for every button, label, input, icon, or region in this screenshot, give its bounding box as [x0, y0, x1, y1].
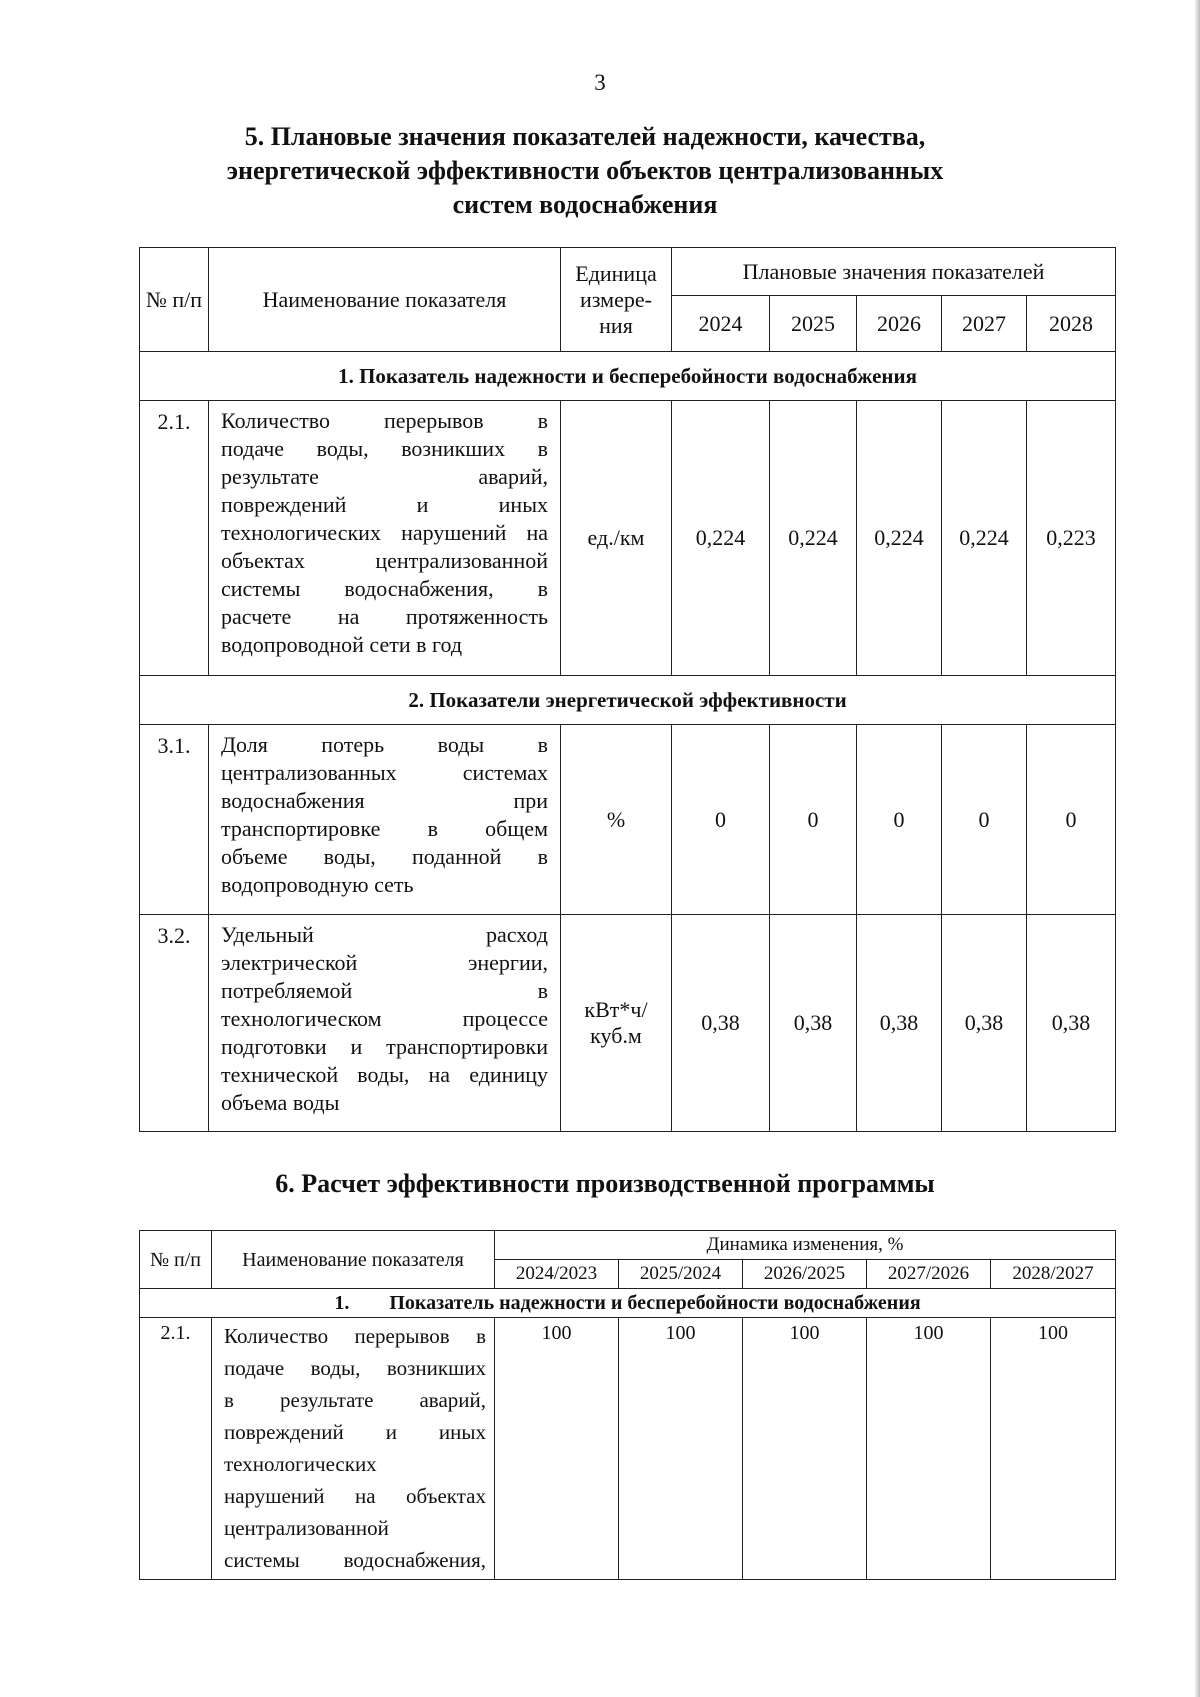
indicator-name [209, 725, 561, 915]
row-number: 3.1. [140, 725, 209, 915]
unit-cell: ед./км [561, 401, 672, 676]
indicator-line: транспортировке в общем [221, 816, 548, 841]
header-period: 2025/2024 [619, 1260, 743, 1289]
unit-cell: кВт*ч/ куб.м [561, 915, 672, 1132]
header-year: 2028 [1027, 296, 1116, 352]
header-indicator-name: Наименование показателя [212, 1231, 495, 1289]
indicator-line: расчете на протяженность [221, 604, 548, 629]
value-cell: 100 [867, 1318, 991, 1580]
header-period: 2024/2023 [495, 1260, 619, 1289]
header-year: 2027 [942, 296, 1027, 352]
indicator-line: Количество перерывов в [221, 408, 548, 433]
indicator-name [212, 1318, 495, 1580]
header-dynamics: Динамика изменения, % [495, 1231, 1116, 1260]
value-cell: 0 [942, 725, 1027, 915]
indicator-line: водопроводную сеть [221, 872, 414, 897]
indicator-line: системы водоснабжения, в [221, 576, 548, 601]
group-heading: 1. Показатель надежности и бесперебойности водоснабжения [140, 1289, 1116, 1318]
value-cell: 0,38 [672, 915, 770, 1132]
section-6-title: 6. Расчет эффективности производственной программы [275, 1169, 935, 1198]
value-cell: 0,224 [770, 401, 857, 676]
value-cell: 0 [672, 725, 770, 915]
indicator-line: технологических нарушений на [221, 520, 548, 545]
value-cell: 100 [991, 1318, 1116, 1580]
header-period: 2027/2026 [867, 1260, 991, 1289]
value-cell: 100 [743, 1318, 867, 1580]
header-year: 2025 [770, 296, 857, 352]
indicator-line: результате аварий, [221, 464, 548, 489]
value-cell: 0,224 [672, 401, 770, 676]
group-heading: 1. Показатель надежности и бесперебойности водоснабжения [140, 352, 1116, 401]
indicator-line: повреждений и иных [221, 492, 548, 517]
indicator-line: Доля потерь воды в [221, 732, 548, 757]
row-number: 2.1. [140, 1318, 212, 1580]
indicator-line: подаче воды, возникших в [221, 436, 548, 461]
row-number: 2.1. [140, 401, 209, 676]
indicator-line: технической воды, на единицу [221, 1062, 548, 1087]
indicator-line: централизованных системах [221, 760, 548, 785]
header-indicator-name: Наименование показателя [209, 248, 561, 352]
section-5-title-line: систем водоснабжения [452, 190, 718, 219]
indicator-line: потребляемой в [221, 978, 548, 1003]
indicator-line: подготовки и транспортировки [221, 1034, 548, 1059]
indicator-line: объеме воды, поданной в [221, 844, 548, 869]
value-cell: 100 [495, 1318, 619, 1580]
section-5-title-line: энергетической эффективности объектов централизованных [226, 156, 944, 185]
indicator-name [209, 915, 561, 1132]
indicator-line: повреждений и иных [224, 1420, 486, 1444]
plan-values-table [139, 247, 1116, 1132]
header-period: 2026/2025 [743, 1260, 867, 1289]
efficiency-table [139, 1230, 1116, 1580]
indicator-line: водоснабжения при [221, 788, 548, 813]
indicator-line: объектах централизованной [221, 548, 548, 573]
page-edge-shadow [1194, 0, 1200, 1697]
indicator-line: технологических [224, 1452, 377, 1476]
header-period: 2028/2027 [991, 1260, 1116, 1289]
indicator-line: объема воды [221, 1090, 340, 1115]
page-number: 3 [594, 70, 606, 95]
indicator-line: Удельный расход [221, 922, 548, 947]
header-num: № п/п [140, 248, 209, 352]
value-cell: 0,38 [942, 915, 1027, 1132]
section-5-title-line: 5. Плановые значения показателей надежности, качества, [244, 122, 926, 151]
indicator-line: централизованной [224, 1516, 389, 1540]
value-cell: 0,224 [857, 401, 942, 676]
section-5-title [150, 120, 1020, 222]
value-cell: 0,38 [1027, 915, 1116, 1132]
unit-cell: % [561, 725, 672, 915]
header-year: 2026 [857, 296, 942, 352]
group-heading: 2. Показатели энергетической эффективности [140, 676, 1116, 725]
value-cell: 100 [619, 1318, 743, 1580]
header-year: 2024 [672, 296, 770, 352]
value-cell: 0 [1027, 725, 1116, 915]
indicator-line: нарушений на объектах [224, 1484, 486, 1508]
indicator-line: подаче воды, возникших [224, 1356, 486, 1380]
value-cell: 0,223 [1027, 401, 1116, 676]
indicator-line: Количество перерывов в [224, 1324, 486, 1348]
value-cell: 0,38 [770, 915, 857, 1132]
indicator-line: электрической энергии, [221, 950, 548, 975]
indicator-line: в результате аварий, [224, 1388, 486, 1412]
header-unit: Единица измере- ния [561, 248, 672, 352]
value-cell: 0 [857, 725, 942, 915]
value-cell: 0,38 [857, 915, 942, 1132]
indicator-line: технологическом процессе [221, 1006, 548, 1031]
header-num: № п/п [140, 1231, 212, 1289]
indicator-line: системы водоснабжения, [224, 1548, 486, 1572]
indicator-name [209, 401, 561, 676]
row-number: 3.2. [140, 915, 209, 1132]
value-cell: 0 [770, 725, 857, 915]
value-cell: 0,224 [942, 401, 1027, 676]
header-plan-values: Плановые значения показателей [672, 248, 1116, 296]
indicator-line: водопроводной сети в год [221, 632, 463, 657]
